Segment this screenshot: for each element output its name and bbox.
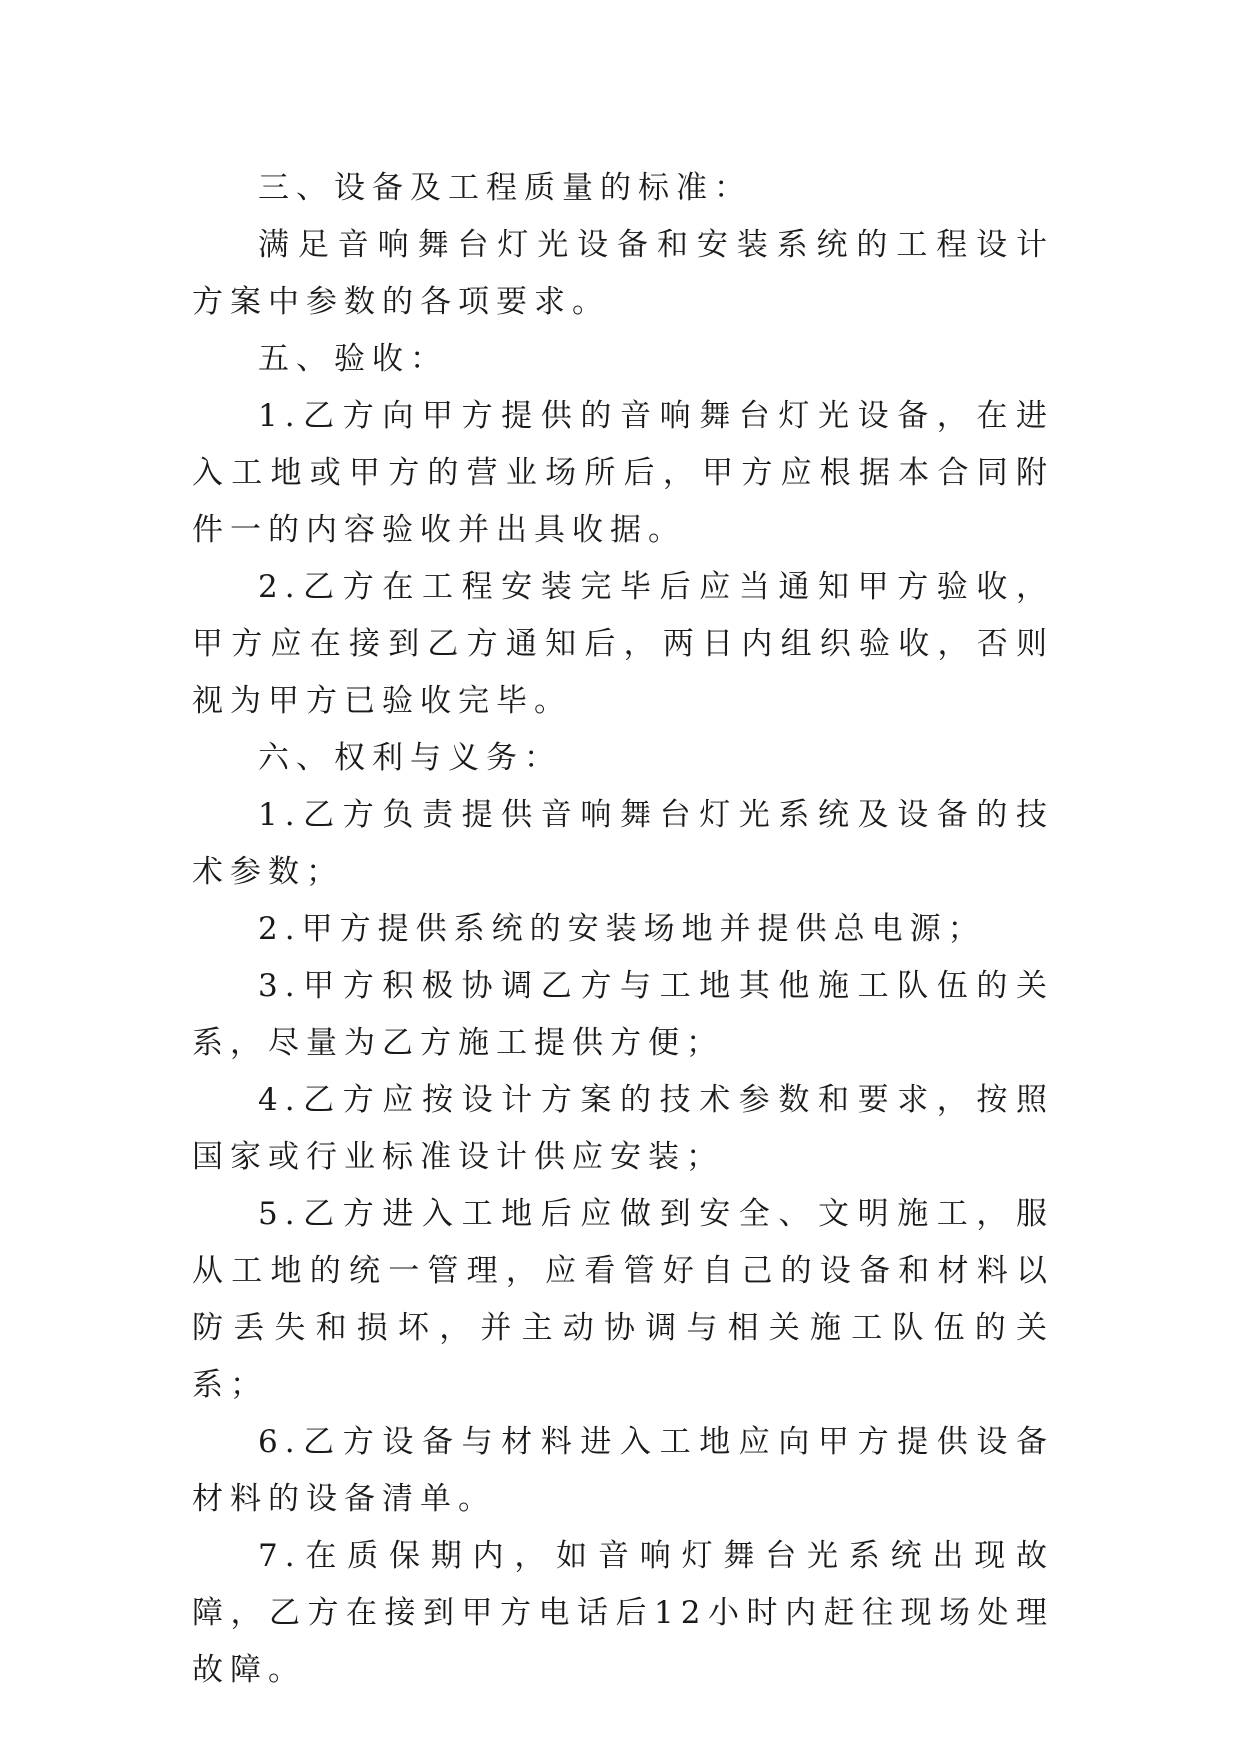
document-body — [192, 160, 1054, 1699]
obligation-clause-2: 2.甲方提供系统的安装场地并提供总电源； — [258, 911, 986, 947]
obligation-clause-1: 1.乙方负责提供音响舞台灯光系统及设备的技术参数； — [192, 797, 1054, 890]
acceptance-clause-2: 2.乙方在工程安装完毕后应当通知甲方验收，甲方应在接到乙方通知后，两日内组织验收，否则视为甲方已验收完毕。 — [192, 569, 1054, 719]
obligation-clause-6: 6.乙方设备与材料进入工地应向甲方提供设备材料的设备清单。 — [192, 1424, 1054, 1517]
obligation-clause-3: 3.甲方积极协调乙方与工地其他施工队伍的关系，尽量为乙方施工提供方便； — [192, 968, 1054, 1061]
obligation-clause-5: 5.乙方进入工地后应做到安全、文明施工，服从工地的统一管理，应看管好自己的设备和材料以防丢失和损坏，并主动协调与相关施工队伍的关系； — [192, 1196, 1054, 1403]
paragraph-quality-requirement: 满足音响舞台灯光设备和安装系统的工程设计方案中参数的各项要求。 — [192, 227, 1054, 320]
section-heading-quality-standard: 三、设备及工程质量的标准： — [258, 170, 752, 206]
section-heading-acceptance: 五、验收： — [258, 341, 448, 377]
section-heading-rights-obligations: 六、权利与义务： — [258, 740, 562, 776]
obligation-clause-4: 4.乙方应按设计方案的技术参数和要求，按照国家或行业标准设计供应安装； — [192, 1082, 1054, 1175]
acceptance-clause-1: 1.乙方向甲方提供的音响舞台灯光设备，在进入工地或甲方的营业场所后，甲方应根据本合同附件一的内容验收并出具收据。 — [192, 398, 1054, 548]
obligation-clause-7: 7.在质保期内，如音响灯舞台光系统出现故障，乙方在接到甲方电话后12小时内赶往现场处理故障。 — [192, 1538, 1054, 1688]
